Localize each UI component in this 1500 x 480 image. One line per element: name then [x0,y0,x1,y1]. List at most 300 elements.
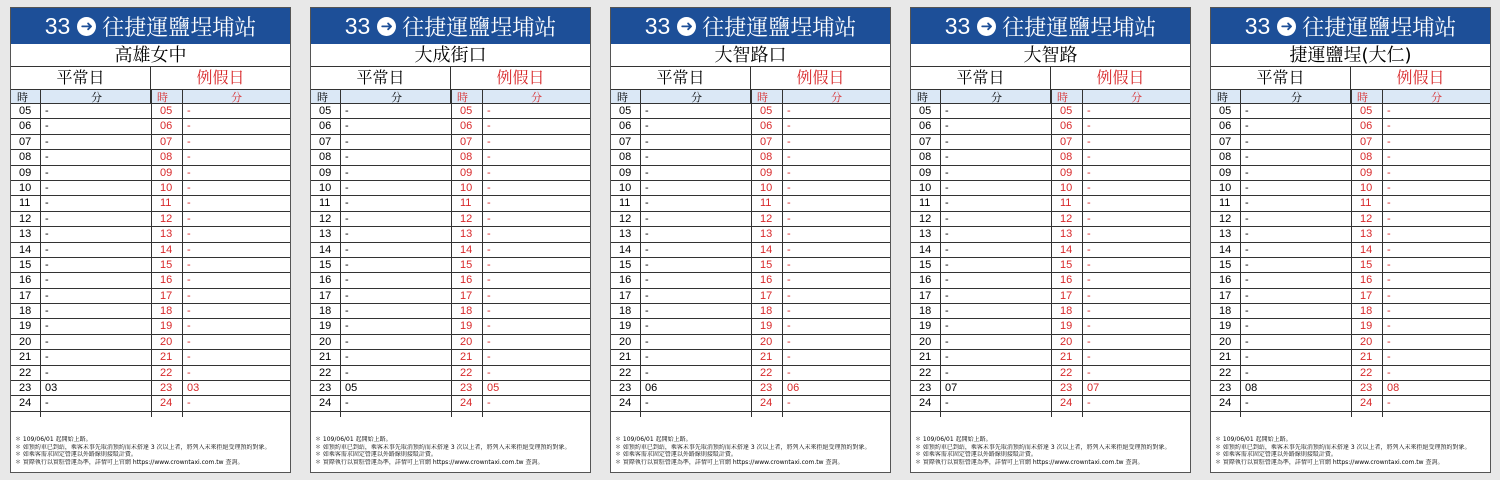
holiday-hour: 11 [1060,197,1072,210]
hour-header: 時 [617,91,628,104]
holiday-minute: - [1387,397,1391,410]
weekday-hour: 17 [1219,289,1232,302]
note-line: ＊ 如乘客需求固定營運以外路線則接駁計費。 [315,451,437,458]
holiday-hour: 22 [1060,366,1073,379]
holiday-hour: 11 [160,197,172,210]
holiday-minute: - [787,258,791,271]
weekday-minute: - [945,305,949,318]
weekday-hour: 17 [19,289,32,302]
holiday-minute: - [487,305,491,318]
holiday-label: 例假日 [1096,68,1145,87]
weekday-column-header [11,89,151,104]
holiday-minute: - [187,212,191,225]
weekday-label: 平常日 [911,67,1051,89]
weekday-minute: - [1245,228,1249,241]
route-destination: 往捷運鹽埕埔站 [1302,15,1457,41]
holiday-hour: 19 [1360,320,1373,333]
route-destination: 往捷運鹽埕埔站 [102,15,257,41]
holiday-minute: - [187,120,191,133]
weekday-minute: - [45,166,49,179]
weekday-hour: 16 [619,274,632,287]
holiday-hour: 20 [760,335,773,348]
column-divider [1382,89,1383,417]
route-header [11,8,290,44]
stop-name: 大成街口 [311,44,590,67]
notes [1215,436,1487,466]
weekday-hour: 18 [319,305,332,318]
hour-header: 時 [917,91,928,104]
weekday-hour: 21 [1219,351,1232,364]
arrow-right-circle-icon: ➜ [977,17,996,36]
weekday-minute: - [45,105,49,117]
weekday-hour: 09 [619,166,632,179]
holiday-minute: - [487,197,491,210]
stop-name: 高雄女中 [11,44,290,67]
weekday-hour: 20 [19,335,32,348]
holiday-hour: 11 [460,197,472,210]
weekday-hour: 22 [1219,366,1232,379]
weekday-column-header [1211,89,1351,104]
note-line: ＊ 109/06/01 起開始上路。 [1215,436,1292,443]
holiday-minute: - [1387,166,1391,179]
holiday-hour: 22 [160,366,173,379]
holiday-column-header [751,89,890,104]
holiday-hour: 15 [460,258,473,271]
holiday-hour: 07 [1060,135,1073,148]
timetable-card [10,7,291,473]
note-line: ＊ 如預約車已到站，乘客未事先取消預約而未搭達 3 次以上者，將列入未來拒絕受理預約對象。 [15,443,271,451]
weekday-hour: 21 [19,351,32,364]
weekday-hour: 19 [319,320,332,333]
holiday-hour: 05 [160,105,173,117]
weekday-minute: 07 [945,382,958,395]
weekday-hour: 13 [19,228,32,241]
route-destination: 往捷運鹽埕埔站 [402,15,557,41]
weekday-minute: - [945,351,949,364]
weekday-hour: 05 [319,105,332,117]
holiday-minute: - [1087,135,1091,148]
hour-header: 時 [157,91,168,104]
weekday-minute: - [345,274,349,287]
holiday-minute: - [1387,212,1391,225]
holiday-hour: 18 [160,305,173,318]
weekday-hour: 15 [919,258,932,271]
weekday-minute: - [345,212,349,225]
weekday-minute: - [645,366,649,379]
weekday-hour: 12 [1219,212,1232,225]
holiday-minute: - [1087,212,1091,225]
weekday-minute: - [345,181,349,194]
weekday-minute: - [1245,243,1249,256]
holiday-minute: - [487,151,491,164]
note-line: ＊ 109/06/01 起開始上路。 [915,436,992,443]
timetable-card [310,7,591,473]
holiday-minute: - [1087,335,1091,348]
route-header [1211,8,1490,44]
holiday-minute: - [187,105,191,117]
weekday-minute: - [945,105,949,117]
weekday-hour: 22 [19,366,32,379]
holiday-minute: - [1087,151,1091,164]
weekday-hour: 16 [919,274,932,287]
route-number: 33 [644,12,671,39]
hour-header: 時 [1357,91,1368,104]
holiday-hour: 13 [160,228,173,241]
holiday-hour: 10 [1360,181,1373,194]
holiday-minute: - [1387,243,1391,256]
column-divider [1082,89,1083,417]
route-destination: 往捷運鹽埕埔站 [702,15,857,41]
holiday-minute: - [1387,105,1391,117]
weekday-hour: 05 [1219,105,1232,117]
holiday-minute: - [1387,135,1391,148]
weekday-hour: 15 [619,258,632,271]
minute-header: 分 [91,91,102,104]
holiday-hour: 21 [160,351,173,364]
holiday-hour: 21 [1060,351,1073,364]
weekday-hour: 23 [319,382,332,395]
weekday-minute: - [645,289,649,302]
holiday-hour: 07 [160,135,173,148]
note-line: ＊ 109/06/01 起開始上路。 [315,436,392,443]
weekday-minute: - [645,197,649,210]
weekday-hour: 17 [319,289,332,302]
weekday-hour: 18 [919,305,932,318]
holiday-hour: 08 [160,151,173,164]
notes [915,436,1187,466]
holiday-minute: - [787,351,791,364]
stop-name: 大智路口 [611,44,890,67]
weekday-minute: - [945,289,949,302]
holiday-hour: 14 [1360,243,1373,256]
holiday-minute: - [187,335,191,348]
weekday-hour: 05 [619,105,632,117]
holiday-minute: - [1087,366,1091,379]
holiday-hour: 23 [1360,382,1373,395]
arrow-right-circle-icon: ➜ [1277,17,1296,36]
holiday-hour: 14 [1060,243,1073,256]
weekday-minute: - [345,228,349,241]
weekday-hour: 11 [1219,197,1231,210]
holiday-minute: - [187,166,191,179]
column-divider [751,89,752,417]
holiday-hour: 15 [1360,258,1373,271]
holiday-hour: 09 [160,166,173,179]
weekday-minute: - [45,243,49,256]
holiday-hour: 07 [460,135,473,148]
weekday-hour: 21 [919,351,932,364]
holiday-minute: - [787,135,791,148]
note-line: ＊ 實際執行以實駐營運為準，詳情可上官網 https://www.crowntaxi.com.tw 查詢。 [615,458,844,466]
weekday-minute: - [945,274,949,287]
holiday-minute: - [1087,120,1091,133]
holiday-minute: - [187,258,191,271]
holiday-hour: 08 [760,151,773,164]
weekday-minute: - [945,397,949,410]
weekday-hour: 22 [919,366,932,379]
weekday-hour: 06 [319,120,332,133]
weekday-hour: 14 [19,243,32,256]
holiday-label: 例假日 [496,68,545,87]
weekday-minute: - [645,320,649,333]
holiday-minute: - [1087,105,1091,117]
holiday-hour: 20 [1060,335,1073,348]
weekday-minute: - [945,212,949,225]
holiday-minute: - [787,120,791,133]
weekday-hour: 18 [1219,305,1232,318]
weekday-hour: 14 [919,243,932,256]
weekday-minute: - [45,151,49,164]
holiday-minute: - [1087,351,1091,364]
holiday-minute: - [1087,243,1091,256]
holiday-minute: - [187,135,191,148]
holiday-hour: 23 [1060,382,1073,395]
minute-header: 分 [391,91,402,104]
column-divider [482,89,483,417]
holiday-minute: - [1087,228,1091,241]
notes [15,436,287,466]
weekday-hour: 15 [319,258,332,271]
holiday-hour: 20 [460,335,473,348]
route-number: 33 [1244,12,1271,39]
holiday-minute: - [1087,274,1091,287]
weekday-minute: - [1245,335,1249,348]
column-divider [1240,89,1241,417]
holiday-minute: - [787,105,791,117]
note-line: ＊ 如乘客需求固定營運以外路線則接駁計費。 [1215,451,1337,458]
weekday-minute: - [345,289,349,302]
weekday-minute: - [1245,120,1249,133]
weekday-column-header [911,89,1051,104]
weekday-minute: - [45,305,49,318]
holiday-hour: 10 [760,181,773,194]
weekday-hour: 06 [619,120,632,133]
holiday-hour: 06 [460,120,473,133]
weekday-minute: - [1245,258,1249,271]
arrow-right-circle-icon: ➜ [677,17,696,36]
holiday-hour: 16 [1060,274,1073,287]
holiday-hour: 13 [460,228,473,241]
weekday-hour: 24 [1219,397,1232,410]
holiday-minute: - [187,151,191,164]
holiday-minute: - [487,397,491,410]
weekday-hour: 15 [1219,258,1232,271]
weekday-minute: - [645,351,649,364]
holiday-minute: - [487,289,491,302]
weekday-hour: 06 [19,120,32,133]
holiday-minute: - [1087,181,1091,194]
weekday-minute: - [345,366,349,379]
holiday-hour: 23 [460,382,473,395]
weekday-minute: - [345,120,349,133]
weekday-hour: 20 [619,335,632,348]
weekday-minute: - [945,120,949,133]
holiday-minute: - [1387,258,1391,271]
holiday-minute: - [487,258,491,271]
holiday-hour: 19 [760,320,773,333]
weekday-minute: - [45,120,49,133]
holiday-hour: 19 [160,320,173,333]
weekday-hour: 07 [1219,135,1232,148]
minute-header: 分 [1131,91,1142,104]
route-header [311,8,590,44]
weekday-minute: - [645,105,649,117]
holiday-minute: - [1387,274,1391,287]
holiday-minute: - [1087,305,1091,318]
weekday-minute: - [1245,181,1249,194]
holiday-hour: 05 [760,105,773,117]
weekday-minute: 03 [45,382,58,395]
holiday-minute: - [1387,181,1391,194]
weekday-hour: 20 [919,335,932,348]
note-line: ＊ 實際執行以實駐營運為準，詳情可上官網 https://www.crowntaxi.com.tw 查詢。 [915,458,1144,466]
weekday-hour: 21 [619,351,632,364]
holiday-minute: - [487,120,491,133]
holiday-minute: 06 [787,382,800,395]
holiday-minute: 05 [487,382,500,395]
hour-header: 時 [757,91,768,104]
weekday-minute: - [345,166,349,179]
holiday-hour: 07 [1360,135,1373,148]
weekday-minute: - [645,212,649,225]
weekday-hour: 05 [19,105,32,117]
holiday-hour: 11 [1360,197,1372,210]
column-divider [1051,89,1052,417]
holiday-hour: 06 [1060,120,1073,133]
timetable-panel [0,0,300,480]
holiday-label: 例假日 [1396,68,1445,87]
weekday-minute: - [345,320,349,333]
holiday-label: 例假日 [796,68,845,87]
holiday-minute: - [1087,289,1091,302]
weekday-minute: - [345,258,349,271]
holiday-hour: 05 [1060,105,1073,117]
holiday-hour: 16 [1360,274,1373,287]
weekday-hour: 11 [919,197,931,210]
weekday-hour: 21 [319,351,332,364]
holiday-hour: 24 [160,397,173,410]
column-divider [182,89,183,417]
holiday-minute: - [487,212,491,225]
hour-header: 時 [17,91,28,104]
weekday-minute: - [345,105,349,117]
holiday-minute: - [787,366,791,379]
arrow-right-circle-icon: ➜ [77,17,96,36]
minute-header: 分 [1431,91,1442,104]
weekday-label: 平常日 [1211,67,1351,89]
column-divider [1351,89,1352,417]
holiday-hour: 10 [460,181,473,194]
weekday-minute: - [345,335,349,348]
holiday-minute: - [1087,197,1091,210]
holiday-minute: - [487,274,491,287]
holiday-minute: - [1087,258,1091,271]
weekday-label: 平常日 [11,67,151,89]
route-number: 33 [344,12,371,39]
weekday-hour: 15 [19,258,32,271]
holiday-hour: 14 [460,243,473,256]
holiday-hour: 06 [760,120,773,133]
weekday-hour: 19 [919,320,932,333]
holiday-minute: - [1087,320,1091,333]
weekday-hour: 05 [919,105,932,117]
weekday-minute: - [1245,366,1249,379]
holiday-hour: 12 [460,212,473,225]
holiday-hour: 17 [160,289,173,302]
weekday-hour: 24 [619,397,632,410]
weekday-minute: - [45,197,49,210]
weekday-minute: - [345,351,349,364]
holiday-minute: - [787,243,791,256]
weekday-hour: 18 [619,305,632,318]
weekday-minute: - [945,366,949,379]
holiday-minute: - [187,243,191,256]
weekday-minute: - [345,243,349,256]
holiday-hour: 17 [1060,289,1073,302]
weekday-minute: - [945,181,949,194]
holiday-hour: 10 [160,181,173,194]
weekday-hour: 16 [319,274,332,287]
weekday-minute: - [345,151,349,164]
weekday-minute: 06 [645,382,658,395]
weekday-hour: 19 [19,320,32,333]
holiday-hour: 14 [160,243,173,256]
holiday-minute: - [1387,320,1391,333]
weekday-hour: 17 [619,289,632,302]
weekday-minute: - [1245,320,1249,333]
weekday-hour: 12 [619,212,632,225]
holiday-minute: - [787,305,791,318]
weekday-minute: - [645,258,649,271]
holiday-hour: 24 [460,397,473,410]
holiday-hour: 17 [460,289,473,302]
weekday-minute: - [45,228,49,241]
holiday-minute: - [187,397,191,410]
holiday-minute: - [1387,120,1391,133]
holiday-hour: 13 [1360,228,1373,241]
holiday-minute: - [787,335,791,348]
weekday-minute: - [45,135,49,148]
weekday-minute: - [645,181,649,194]
minute-header: 分 [231,91,242,104]
holiday-minute: - [487,320,491,333]
holiday-minute: - [487,105,491,117]
weekday-minute: - [645,305,649,318]
weekday-hour: 10 [319,181,332,194]
note-line: ＊ 如預約車已到站，乘客未事先取消預約而未搭達 3 次以上者，將列入未來拒絕受理預約對象。 [915,443,1171,451]
timetable-panel [900,0,1200,480]
hour-header: 時 [1057,91,1068,104]
column-divider [340,89,341,417]
column-divider [640,89,641,417]
holiday-column-header [1051,89,1190,104]
weekday-hour: 10 [619,181,632,194]
weekday-column-header [611,89,751,104]
route-number: 33 [44,12,71,39]
weekday-minute: - [45,274,49,287]
holiday-minute: - [1387,228,1391,241]
holiday-minute: - [787,274,791,287]
minute-header: 分 [831,91,842,104]
holiday-hour: 19 [1060,320,1073,333]
holiday-minute: - [487,135,491,148]
holiday-minute: - [1387,289,1391,302]
holiday-label: 例假日 [196,68,245,87]
timetable-card [610,7,891,473]
weekday-minute: - [945,151,949,164]
weekday-hour: 09 [919,166,932,179]
weekday-hour: 16 [19,274,32,287]
